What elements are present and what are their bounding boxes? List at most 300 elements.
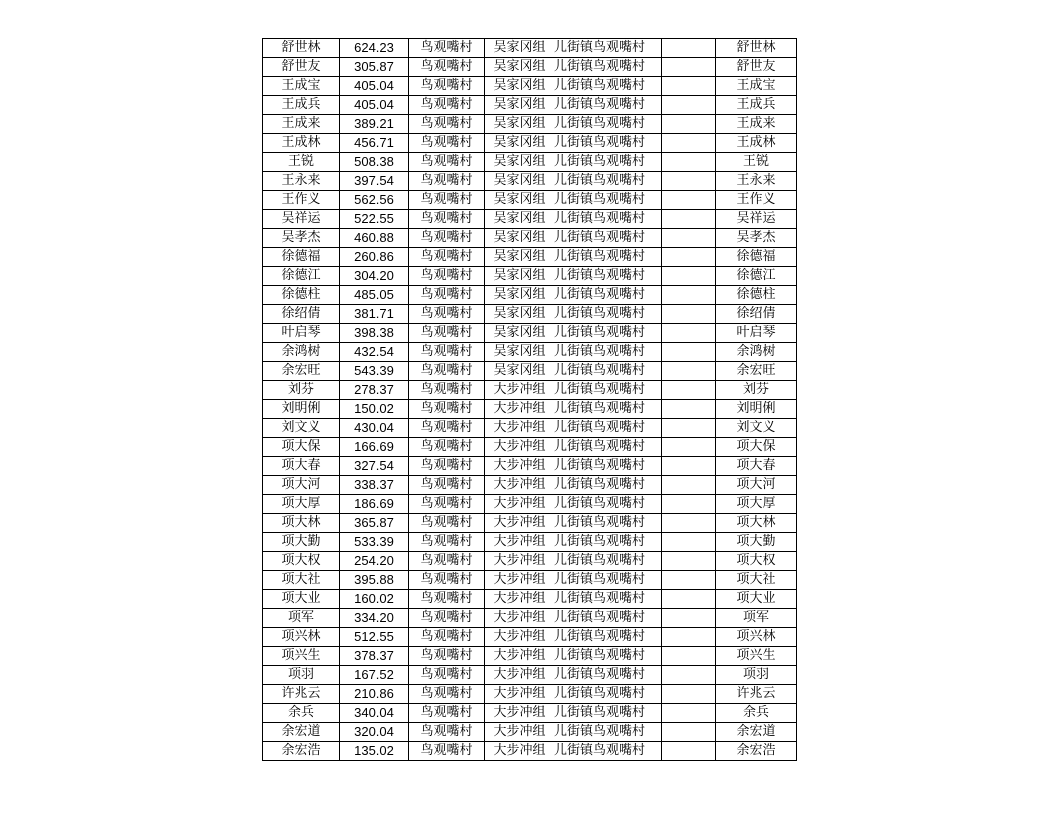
blank-cell[interactable] [662,476,716,495]
area-cell[interactable]: 624.23 [340,39,409,58]
blank-cell[interactable] [662,229,716,248]
address-text: 儿街镇鸟观嘴村 [554,553,646,568]
payee-cell[interactable]: 刘芬 [716,381,797,400]
group-cell[interactable]: 吴家冈组 [485,191,555,210]
address-cell[interactable] [554,381,662,400]
address-cell[interactable] [554,153,662,172]
payee-cell[interactable]: 许兆云 [716,685,797,704]
address-cell[interactable] [554,590,662,609]
address-text: 儿街镇鸟观嘴村 [554,458,646,473]
group-cell[interactable]: 大步冲组 [485,419,555,438]
address-cell[interactable] [554,267,662,286]
address-cell[interactable] [554,172,662,191]
blank-cell[interactable] [662,267,716,286]
area-cell[interactable]: 254.20 [340,552,409,571]
blank-cell[interactable] [662,533,716,552]
address-text: 儿街镇鸟观嘴村 [554,743,646,758]
address-cell[interactable] [554,248,662,267]
village-cell[interactable]: 鸟观嘴村 [409,362,485,381]
payee-cell[interactable]: 余宏浩 [716,742,797,761]
name-cell[interactable]: 刘芬 [263,381,340,400]
village-cell[interactable]: 鸟观嘴村 [409,248,485,267]
village-cell[interactable]: 鸟观嘴村 [409,229,485,248]
address-cell[interactable] [554,134,662,153]
payee-cell[interactable]: 项大勤 [716,533,797,552]
address-text: 儿街镇鸟观嘴村 [554,648,646,663]
address-cell[interactable] [554,210,662,229]
area-cell[interactable]: 340.04 [340,704,409,723]
group-cell[interactable]: 大步冲组 [485,685,555,704]
area-cell[interactable]: 508.38 [340,153,409,172]
name-cell[interactable]: 徐德柱 [263,286,340,305]
group-cell[interactable]: 大步冲组 [485,723,555,742]
group-cell[interactable]: 大步冲组 [485,704,555,723]
table-row [263,324,797,343]
address-text: 儿街镇鸟观嘴村 [554,268,646,283]
name-cell[interactable]: 项大厚 [263,495,340,514]
name-cell[interactable]: 余宏道 [263,723,340,742]
area-cell[interactable]: 405.04 [340,96,409,115]
address-cell[interactable] [554,476,662,495]
group-cell[interactable]: 吴家冈组 [485,153,555,172]
area-cell[interactable]: 512.55 [340,628,409,647]
payee-cell[interactable]: 项大河 [716,476,797,495]
area-cell[interactable]: 389.21 [340,115,409,134]
village-cell[interactable]: 鸟观嘴村 [409,267,485,286]
table-row [263,628,797,647]
address-cell[interactable] [554,324,662,343]
area-cell[interactable]: 405.04 [340,77,409,96]
table-row [263,438,797,457]
name-cell[interactable]: 王成来 [263,115,340,134]
group-cell[interactable]: 大步冲组 [485,666,555,685]
blank-cell[interactable] [662,590,716,609]
area-cell[interactable]: 533.39 [340,533,409,552]
group-cell[interactable]: 大步冲组 [485,571,555,590]
name-cell[interactable]: 王锐 [263,153,340,172]
village-cell[interactable]: 鸟观嘴村 [409,419,485,438]
address-text: 儿街镇鸟观嘴村 [554,306,646,321]
village-cell[interactable]: 鸟观嘴村 [409,58,485,77]
village-cell[interactable]: 鸟观嘴村 [409,609,485,628]
blank-cell[interactable] [662,457,716,476]
area-cell[interactable]: 456.71 [340,134,409,153]
village-cell[interactable]: 鸟观嘴村 [409,115,485,134]
name-cell[interactable]: 项大林 [263,514,340,533]
area-cell[interactable]: 210.86 [340,685,409,704]
blank-cell[interactable] [662,343,716,362]
blank-cell[interactable] [662,647,716,666]
spreadsheet-table [262,38,797,761]
group-cell[interactable]: 大步冲组 [485,476,555,495]
address-text: 儿街镇鸟观嘴村 [554,667,646,682]
address-cell[interactable] [554,191,662,210]
blank-cell[interactable] [662,191,716,210]
area-cell[interactable]: 167.52 [340,666,409,685]
village-cell[interactable]: 鸟观嘴村 [409,704,485,723]
address-text: 儿街镇鸟观嘴村 [554,686,646,701]
group-cell[interactable]: 吴家冈组 [485,77,555,96]
address-cell[interactable] [554,647,662,666]
blank-cell[interactable] [662,58,716,77]
address-cell[interactable] [554,438,662,457]
group-cell[interactable]: 吴家冈组 [485,267,555,286]
group-cell[interactable]: 大步冲组 [485,514,555,533]
group-cell[interactable]: 吴家冈组 [485,343,555,362]
name-cell[interactable]: 许兆云 [263,685,340,704]
table-row [263,571,797,590]
area-cell[interactable]: 543.39 [340,362,409,381]
group-cell[interactable]: 吴家冈组 [485,305,555,324]
name-cell[interactable]: 余兵 [263,704,340,723]
payee-cell[interactable]: 王锐 [716,153,797,172]
blank-cell[interactable] [662,609,716,628]
address-cell[interactable] [554,552,662,571]
payee-cell[interactable]: 余宏道 [716,723,797,742]
village-cell[interactable]: 鸟观嘴村 [409,172,485,191]
name-cell[interactable]: 项兴林 [263,628,340,647]
group-cell[interactable]: 大步冲组 [485,628,555,647]
address-text: 儿街镇鸟观嘴村 [554,249,646,264]
village-cell[interactable]: 鸟观嘴村 [409,552,485,571]
payee-cell[interactable]: 王作义 [716,191,797,210]
payee-cell[interactable]: 项大权 [716,552,797,571]
payee-cell[interactable]: 余宏旺 [716,362,797,381]
table-row [263,286,797,305]
address-text: 儿街镇鸟观嘴村 [554,724,646,739]
name-cell[interactable]: 项兴生 [263,647,340,666]
address-cell[interactable] [554,39,662,58]
blank-cell[interactable] [662,362,716,381]
name-cell[interactable]: 项羽 [263,666,340,685]
name-cell[interactable]: 叶启琴 [263,324,340,343]
village-cell[interactable]: 鸟观嘴村 [409,134,485,153]
name-cell[interactable]: 徐德福 [263,248,340,267]
name-cell[interactable]: 王成兵 [263,96,340,115]
address-cell[interactable] [554,58,662,77]
payee-cell[interactable]: 余兵 [716,704,797,723]
payee-cell[interactable]: 王永来 [716,172,797,191]
name-cell[interactable]: 余宏浩 [263,742,340,761]
address-text: 儿街镇鸟观嘴村 [554,363,646,378]
address-cell[interactable] [554,419,662,438]
area-cell[interactable]: 304.20 [340,267,409,286]
table-row [263,210,797,229]
group-cell[interactable]: 大步冲组 [485,381,555,400]
address-cell[interactable] [554,457,662,476]
village-cell[interactable]: 鸟观嘴村 [409,210,485,229]
group-cell[interactable]: 大步冲组 [485,609,555,628]
payee-cell[interactable]: 项大社 [716,571,797,590]
blank-cell[interactable] [662,248,716,267]
address-cell[interactable] [554,704,662,723]
village-cell[interactable]: 鸟观嘴村 [409,343,485,362]
name-cell[interactable]: 项大业 [263,590,340,609]
payee-cell[interactable]: 吴孝杰 [716,229,797,248]
area-cell[interactable]: 381.71 [340,305,409,324]
name-cell[interactable]: 项军 [263,609,340,628]
address-cell[interactable] [554,666,662,685]
group-cell[interactable]: 大步冲组 [485,742,555,761]
group-cell[interactable]: 大步冲组 [485,495,555,514]
area-cell[interactable]: 327.54 [340,457,409,476]
area-cell[interactable]: 432.54 [340,343,409,362]
group-cell[interactable]: 吴家冈组 [485,39,555,58]
area-cell[interactable]: 522.55 [340,210,409,229]
blank-cell[interactable] [662,685,716,704]
group-cell[interactable]: 吴家冈组 [485,172,555,191]
blank-cell[interactable] [662,286,716,305]
group-cell[interactable]: 大步冲组 [485,552,555,571]
table-row [263,666,797,685]
payee-cell[interactable]: 项兴林 [716,628,797,647]
payee-cell[interactable]: 王成宝 [716,77,797,96]
village-cell[interactable]: 鸟观嘴村 [409,571,485,590]
address-cell[interactable] [554,685,662,704]
payee-cell[interactable]: 项军 [716,609,797,628]
blank-cell[interactable] [662,172,716,191]
name-cell[interactable]: 徐绍倩 [263,305,340,324]
name-cell[interactable]: 舒世林 [263,39,340,58]
group-cell[interactable]: 吴家冈组 [485,210,555,229]
group-cell[interactable]: 吴家冈组 [485,134,555,153]
area-cell[interactable]: 186.69 [340,495,409,514]
area-cell[interactable]: 278.37 [340,381,409,400]
village-cell[interactable]: 鸟观嘴村 [409,495,485,514]
address-text: 儿街镇鸟观嘴村 [554,629,646,644]
address-cell[interactable] [554,742,662,761]
address-cell[interactable] [554,115,662,134]
name-cell[interactable]: 吴孝杰 [263,229,340,248]
blank-cell[interactable] [662,400,716,419]
village-cell[interactable]: 鸟观嘴村 [409,381,485,400]
village-cell[interactable]: 鸟观嘴村 [409,438,485,457]
blank-cell[interactable] [662,704,716,723]
payee-cell[interactable]: 项羽 [716,666,797,685]
name-cell[interactable]: 刘明俐 [263,400,340,419]
village-cell[interactable]: 鸟观嘴村 [409,514,485,533]
village-cell[interactable]: 鸟观嘴村 [409,77,485,96]
village-cell[interactable]: 鸟观嘴村 [409,153,485,172]
village-cell[interactable]: 鸟观嘴村 [409,305,485,324]
payee-cell[interactable]: 叶启琴 [716,324,797,343]
blank-cell[interactable] [662,134,716,153]
name-cell[interactable]: 王永来 [263,172,340,191]
blank-cell[interactable] [662,153,716,172]
group-cell[interactable]: 大步冲组 [485,590,555,609]
blank-cell[interactable] [662,514,716,533]
village-cell[interactable]: 鸟观嘴村 [409,533,485,552]
area-cell[interactable]: 260.86 [340,248,409,267]
payee-cell[interactable]: 吴祥运 [716,210,797,229]
village-cell[interactable]: 鸟观嘴村 [409,324,485,343]
blank-cell[interactable] [662,96,716,115]
village-cell[interactable]: 鸟观嘴村 [409,723,485,742]
address-text: 儿街镇鸟观嘴村 [554,420,646,435]
name-cell[interactable]: 刘文义 [263,419,340,438]
address-cell[interactable] [554,77,662,96]
blank-cell[interactable] [662,571,716,590]
table-row [263,495,797,514]
village-cell[interactable]: 鸟观嘴村 [409,457,485,476]
payee-cell[interactable]: 项大林 [716,514,797,533]
blank-cell[interactable] [662,723,716,742]
blank-cell[interactable] [662,419,716,438]
area-cell[interactable]: 305.87 [340,58,409,77]
village-cell[interactable]: 鸟观嘴村 [409,191,485,210]
name-cell[interactable]: 徐德江 [263,267,340,286]
village-cell[interactable]: 鸟观嘴村 [409,685,485,704]
group-cell[interactable]: 大步冲组 [485,438,555,457]
blank-cell[interactable] [662,115,716,134]
group-cell[interactable]: 大步冲组 [485,457,555,476]
address-cell[interactable] [554,495,662,514]
village-cell[interactable]: 鸟观嘴村 [409,400,485,419]
payee-cell[interactable]: 项兴生 [716,647,797,666]
group-cell[interactable]: 吴家冈组 [485,286,555,305]
area-cell[interactable]: 430.04 [340,419,409,438]
payee-cell[interactable]: 王成兵 [716,96,797,115]
area-cell[interactable]: 397.54 [340,172,409,191]
blank-cell[interactable] [662,77,716,96]
village-cell[interactable]: 鸟观嘴村 [409,96,485,115]
payee-cell[interactable]: 项大业 [716,590,797,609]
payee-cell[interactable]: 舒世友 [716,58,797,77]
blank-cell[interactable] [662,438,716,457]
blank-cell[interactable] [662,324,716,343]
name-cell[interactable]: 余鸿树 [263,343,340,362]
address-cell[interactable] [554,628,662,647]
blank-cell[interactable] [662,381,716,400]
name-cell[interactable]: 王成林 [263,134,340,153]
address-cell[interactable] [554,571,662,590]
area-cell[interactable]: 378.37 [340,647,409,666]
payee-cell[interactable]: 余鸿树 [716,343,797,362]
name-cell[interactable]: 舒世友 [263,58,340,77]
blank-cell[interactable] [662,552,716,571]
blank-cell[interactable] [662,39,716,58]
name-cell[interactable]: 余宏旺 [263,362,340,381]
address-cell[interactable] [554,609,662,628]
group-cell[interactable]: 吴家冈组 [485,115,555,134]
address-cell[interactable] [554,533,662,552]
payee-cell[interactable]: 刘文义 [716,419,797,438]
address-text: 儿街镇鸟观嘴村 [554,705,646,720]
village-cell[interactable]: 鸟观嘴村 [409,476,485,495]
payee-cell[interactable]: 徐绍倩 [716,305,797,324]
group-cell[interactable]: 大步冲组 [485,533,555,552]
table-row [263,39,797,58]
table-row [263,723,797,742]
area-cell[interactable]: 160.02 [340,590,409,609]
area-cell[interactable]: 166.69 [340,438,409,457]
address-cell[interactable] [554,514,662,533]
village-cell[interactable]: 鸟观嘴村 [409,286,485,305]
area-cell[interactable]: 135.02 [340,742,409,761]
name-cell[interactable]: 项大保 [263,438,340,457]
table-row [263,77,797,96]
area-cell[interactable]: 338.37 [340,476,409,495]
group-cell[interactable]: 吴家冈组 [485,324,555,343]
payee-cell[interactable]: 舒世林 [716,39,797,58]
blank-cell[interactable] [662,210,716,229]
area-cell[interactable]: 150.02 [340,400,409,419]
village-cell[interactable]: 鸟观嘴村 [409,628,485,647]
address-cell[interactable] [554,400,662,419]
blank-cell[interactable] [662,305,716,324]
blank-cell[interactable] [662,742,716,761]
address-text: 儿街镇鸟观嘴村 [554,135,646,150]
village-cell[interactable]: 鸟观嘴村 [409,590,485,609]
blank-cell[interactable] [662,628,716,647]
group-cell[interactable]: 大步冲组 [485,400,555,419]
group-cell[interactable]: 吴家冈组 [485,229,555,248]
address-cell[interactable] [554,723,662,742]
blank-cell[interactable] [662,666,716,685]
blank-cell[interactable] [662,495,716,514]
table-row [263,229,797,248]
payee-cell[interactable]: 徐德柱 [716,286,797,305]
area-cell[interactable]: 395.88 [340,571,409,590]
payee-cell[interactable]: 项大保 [716,438,797,457]
address-text: 儿街镇鸟观嘴村 [554,192,646,207]
area-cell[interactable]: 320.04 [340,723,409,742]
area-cell[interactable]: 562.56 [340,191,409,210]
village-cell[interactable]: 鸟观嘴村 [409,647,485,666]
name-cell[interactable]: 王成宝 [263,77,340,96]
area-cell[interactable]: 365.87 [340,514,409,533]
payee-cell[interactable]: 项大春 [716,457,797,476]
group-cell[interactable]: 吴家冈组 [485,58,555,77]
area-cell[interactable]: 485.05 [340,286,409,305]
address-text: 儿街镇鸟观嘴村 [554,534,646,549]
name-cell[interactable]: 王作义 [263,191,340,210]
name-cell[interactable]: 项大春 [263,457,340,476]
area-cell[interactable]: 398.38 [340,324,409,343]
name-cell[interactable]: 吴祥运 [263,210,340,229]
payee-cell[interactable]: 徐德福 [716,248,797,267]
table-row [263,153,797,172]
group-cell[interactable]: 吴家冈组 [485,362,555,381]
table-row [263,514,797,533]
payee-cell[interactable]: 王成来 [716,115,797,134]
name-cell[interactable]: 项大勤 [263,533,340,552]
table-row [263,590,797,609]
area-cell[interactable]: 334.20 [340,609,409,628]
village-cell[interactable]: 鸟观嘴村 [409,39,485,58]
address-cell[interactable] [554,96,662,115]
payee-cell[interactable]: 项大厚 [716,495,797,514]
name-cell[interactable]: 项大社 [263,571,340,590]
group-cell[interactable]: 大步冲组 [485,647,555,666]
name-cell[interactable]: 项大权 [263,552,340,571]
group-cell[interactable]: 吴家冈组 [485,248,555,267]
address-cell[interactable] [554,305,662,324]
area-cell[interactable]: 460.88 [340,229,409,248]
address-cell[interactable] [554,343,662,362]
payee-cell[interactable]: 王成林 [716,134,797,153]
payee-cell[interactable]: 刘明俐 [716,400,797,419]
address-cell[interactable] [554,286,662,305]
village-cell[interactable]: 鸟观嘴村 [409,742,485,761]
village-cell[interactable]: 鸟观嘴村 [409,666,485,685]
group-cell[interactable]: 吴家冈组 [485,96,555,115]
payee-cell[interactable]: 徐德江 [716,267,797,286]
name-cell[interactable]: 项大河 [263,476,340,495]
address-text: 儿街镇鸟观嘴村 [554,78,646,93]
address-cell[interactable] [554,362,662,381]
address-cell[interactable] [554,229,662,248]
